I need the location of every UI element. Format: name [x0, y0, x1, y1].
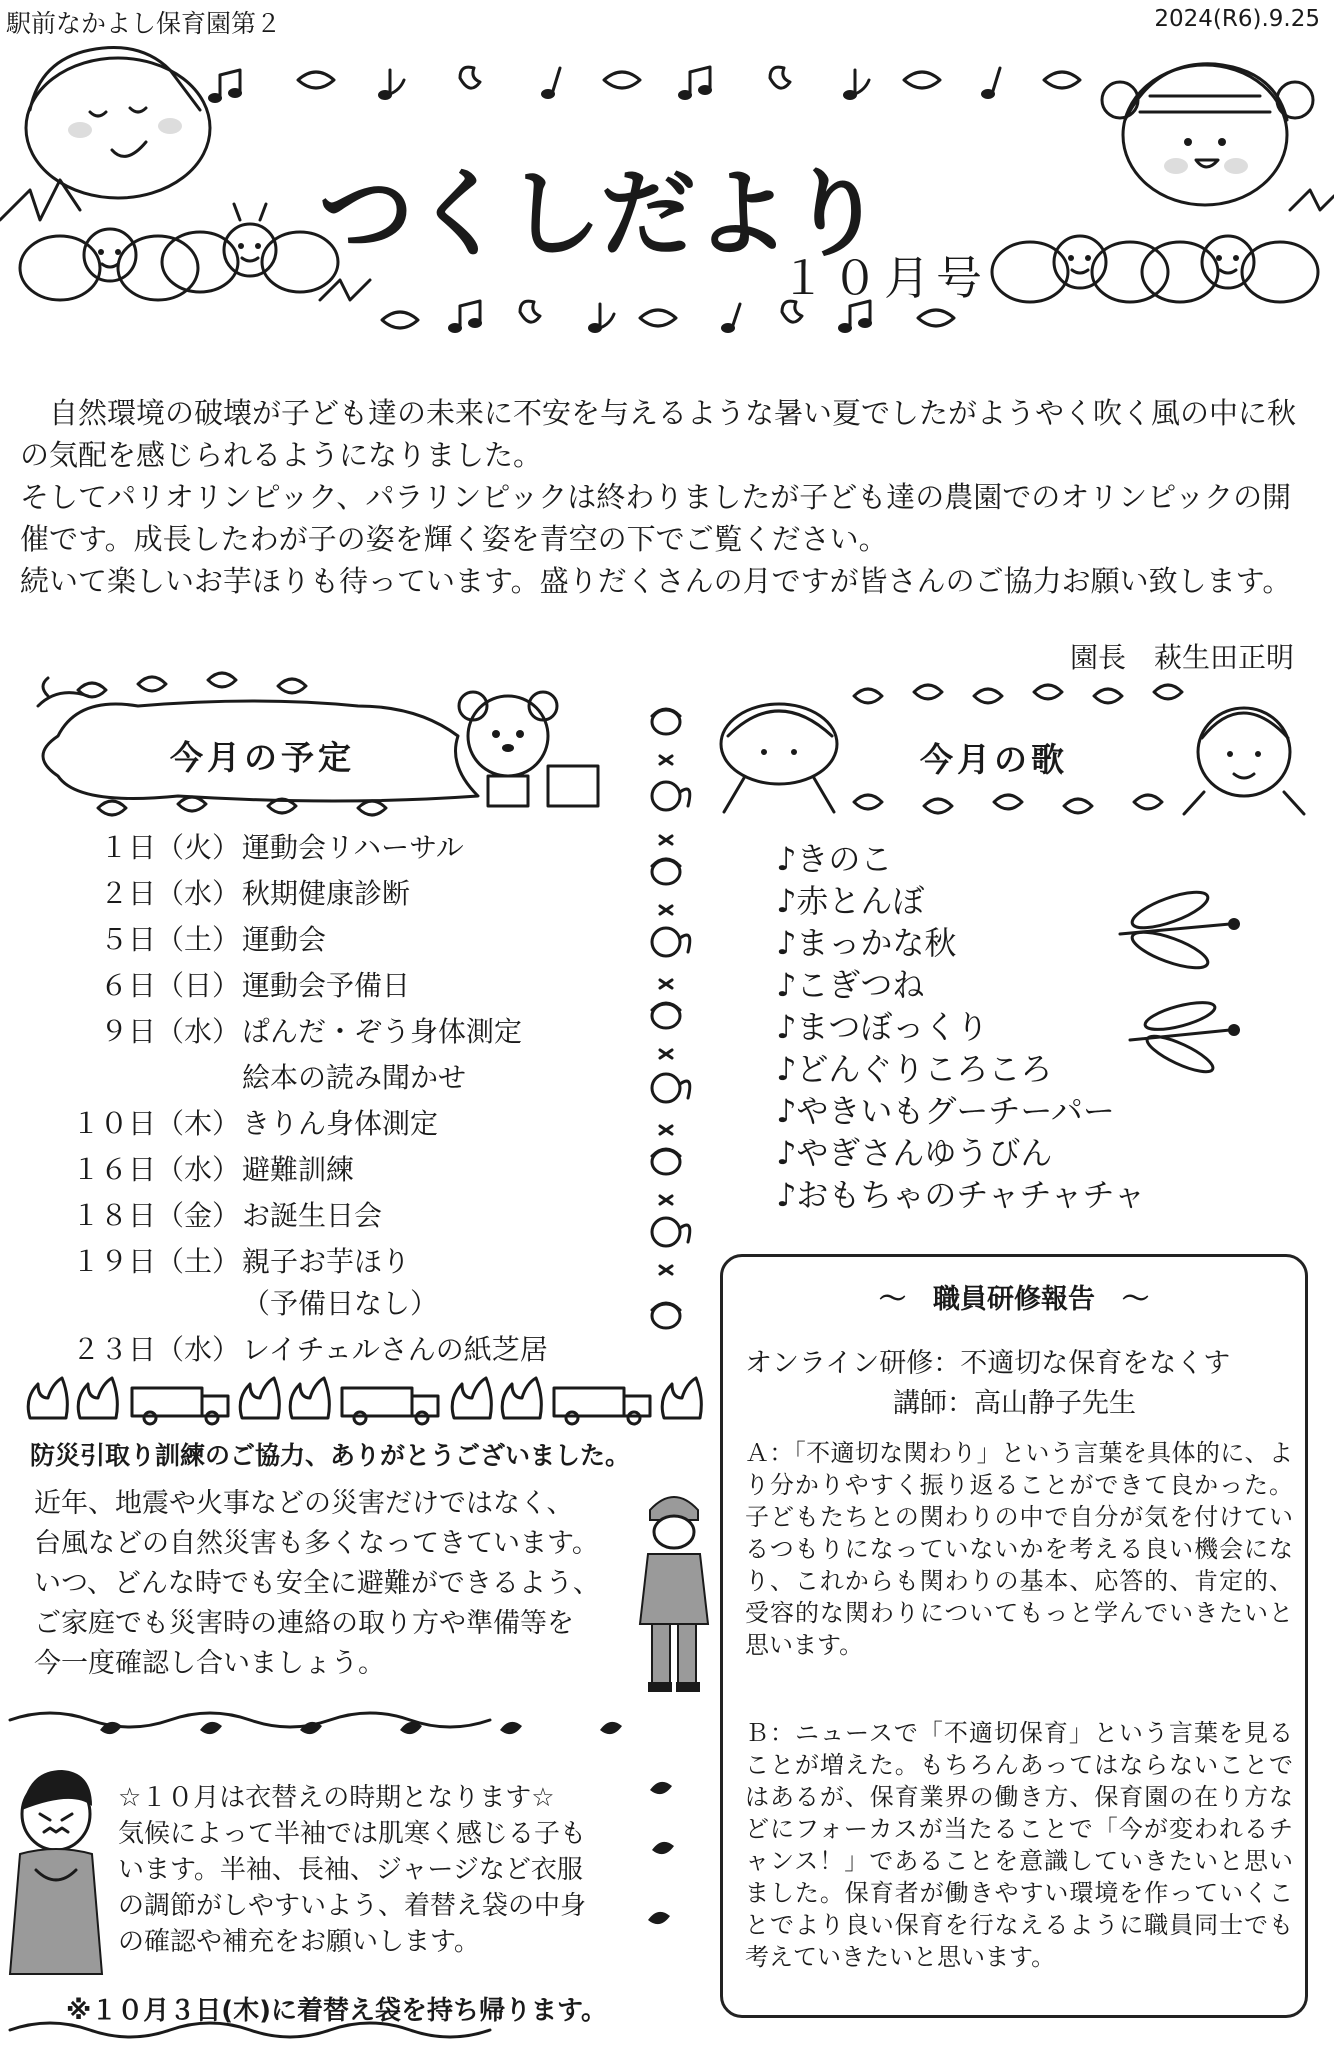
report-topic: オンライン研修：不適切な保育をなくす — [745, 1348, 1231, 1379]
note-row-top — [208, 67, 1080, 103]
newsletter-title: つくしだより — [318, 158, 882, 270]
song-item: ♪まっかな秋 — [776, 924, 957, 962]
schedule-date: ２３日（水） — [71, 1333, 240, 1366]
fire-truck-row — [20, 1374, 690, 1424]
principal-signature: 園長 萩生田正明 — [1069, 641, 1294, 674]
clothing-note: ※１０月３日(木)に着替え袋を持ち帰ります。 — [66, 1996, 607, 2026]
clothing-line: の調節がしやすいよう、着替え袋の中身 — [118, 1891, 587, 1921]
schedule-date: １９日（土） — [71, 1245, 240, 1278]
clothing-body — [118, 1780, 658, 1960]
report-title: ～ 職員研修報告 ～ — [879, 1284, 1149, 1315]
clothing-line: の確認や補充をお願いします。 — [118, 1927, 480, 1957]
issue-date: 2024(R6).9.25 — [1154, 6, 1320, 32]
song-item: ♪まつぼっくり — [776, 1008, 989, 1046]
training-report-box — [720, 1254, 1308, 2018]
schedule-desc: 親子お芋ほり — [242, 1245, 411, 1278]
schedule-date: ２日（水） — [99, 877, 240, 910]
issue-number: １０月号 — [780, 251, 988, 305]
schedule-desc: 避難訓練 — [242, 1153, 355, 1186]
schedule-date: １０日（木） — [71, 1107, 240, 1140]
schedule-date: １６日（水） — [71, 1153, 240, 1186]
acorn-squirrel-divider — [636, 696, 696, 1346]
schedule-desc: 秋期健康診断 — [242, 877, 411, 910]
schedule-desc: ぱんだ・ぞう身体測定 — [242, 1015, 523, 1048]
songs-title: 今月の歌 — [920, 740, 1068, 779]
schedule-desc: （予備日なし） — [242, 1287, 439, 1320]
report-comment-a: Ａ：「不適切な関わり」という言葉を具体的に、より分かりやすく振り返ることができて良かった。子どもたちとの関わりの中で自分が気を付けているつもりになっていないかを考える良い機会になり、これからも関わりの基本、応答的、肯定的、受容的な関わりについてもっと学んでいきたいと思います。 — [745, 1439, 1293, 1659]
drill-line: 近年、地震や火事などの災害だけではなく、 — [34, 1488, 574, 1519]
schedule-desc: お誕生日会 — [242, 1199, 383, 1232]
songs-list — [776, 838, 1146, 1216]
schedule-desc: きりん身体測定 — [242, 1107, 439, 1140]
report-lecturer: 講師：高山静子先生 — [893, 1388, 1136, 1419]
drill-line: ご家庭でも災害時の連絡の取り方や準備等を — [34, 1608, 574, 1639]
song-item: ♪おもちゃのチャチャチャ — [776, 1176, 1146, 1214]
song-item: ♪どんぐりころころ — [776, 1050, 1053, 1088]
clothing-line: ☆１０月は衣替えの時期となります☆ — [118, 1783, 555, 1813]
schedule-title: 今月の予定 — [170, 738, 355, 777]
schedule-desc: 運動会リハーサル — [242, 831, 464, 864]
schedule-desc: 運動会 — [242, 923, 327, 956]
schedule-date: ６日（日） — [99, 969, 240, 1002]
schedule-desc: 絵本の読み聞かせ — [242, 1061, 467, 1094]
boy-face-illustration — [26, 48, 210, 199]
clothing-line: 気候によって半袖では肌寒く感じる子も — [118, 1819, 587, 1849]
schedule-date: ９日（水） — [99, 1015, 240, 1048]
song-item: ♪こぎつね — [776, 966, 925, 1004]
org-name: 駅前なかよし保育園第２ — [6, 9, 282, 38]
intro-paragraph: 続いて楽しいお芋ほりも待っています。盛りだくさんの月ですが皆さんのご協力お願い致します。 — [20, 564, 1292, 598]
song-item: ♪やぎさんゆうびん — [776, 1134, 1053, 1172]
clothing-line: います。半袖、長袖、ジャージなど衣服 — [118, 1855, 583, 1885]
schedule-date: １日（火） — [99, 831, 240, 864]
song-item: ♪赤とんぼ — [776, 882, 925, 920]
girl-face-illustration — [1102, 64, 1313, 205]
report-comment-b: Ｂ：ニュースで「不適切保育」という言葉を見ることが増えた。もちろんあってはならないことではあるが、保育業界の働き方、保育園の在り方などにフォーカスが当たることで「今が変われるチャンス！」であることを意識していきたいと思いました。保育者が働きやすい環境を作っていくことでより良い保育を行なえるように職員同士でも考えていきたいと思います。 — [745, 1719, 1293, 1971]
intro-paragraph: 自然環境の破壊が子ども達の未来に不安を与えるような暑い夏でしたがようやく吹く風の中に秋の気配を感じられるようになりました。 — [20, 396, 1297, 472]
schedule-desc: レイチェルさんの紙芝居 — [242, 1333, 548, 1366]
dragonfly-illustrations — [1100, 880, 1260, 1060]
schedule-desc: 運動会予備日 — [242, 969, 411, 1002]
intro-text — [20, 392, 1320, 602]
cold-child-illustration — [6, 1770, 116, 1980]
drill-title: 防災引取り訓練のご協力、ありがとうございました。 — [30, 1441, 631, 1470]
bee-illustrations-right — [992, 190, 1334, 302]
intro-paragraph: そしてパリオリンピック、パラリンピックは終わりましたが子ども達の農園でのオリンピックの開催です。成長したわが子の姿を輝く姿を青空の下でご覧ください。 — [20, 480, 1292, 556]
schedule-date: １８日（金） — [71, 1199, 240, 1232]
drill-line: 今一度確認し合いましょう。 — [34, 1648, 385, 1679]
song-item: ♪きのこ — [776, 840, 893, 878]
drill-line: いつ、どんな時でも安全に避難ができるよう、 — [34, 1568, 600, 1599]
schedule-date: ５日（土） — [99, 923, 240, 956]
song-item: ♪やきいもグーチーパー — [776, 1092, 1115, 1130]
drill-body — [34, 1484, 634, 1684]
firefighter-illustration — [634, 1484, 714, 1704]
bee-illustrations-left — [0, 180, 370, 300]
drill-line: 台風などの自然災害も多くなってきています。 — [34, 1528, 599, 1559]
